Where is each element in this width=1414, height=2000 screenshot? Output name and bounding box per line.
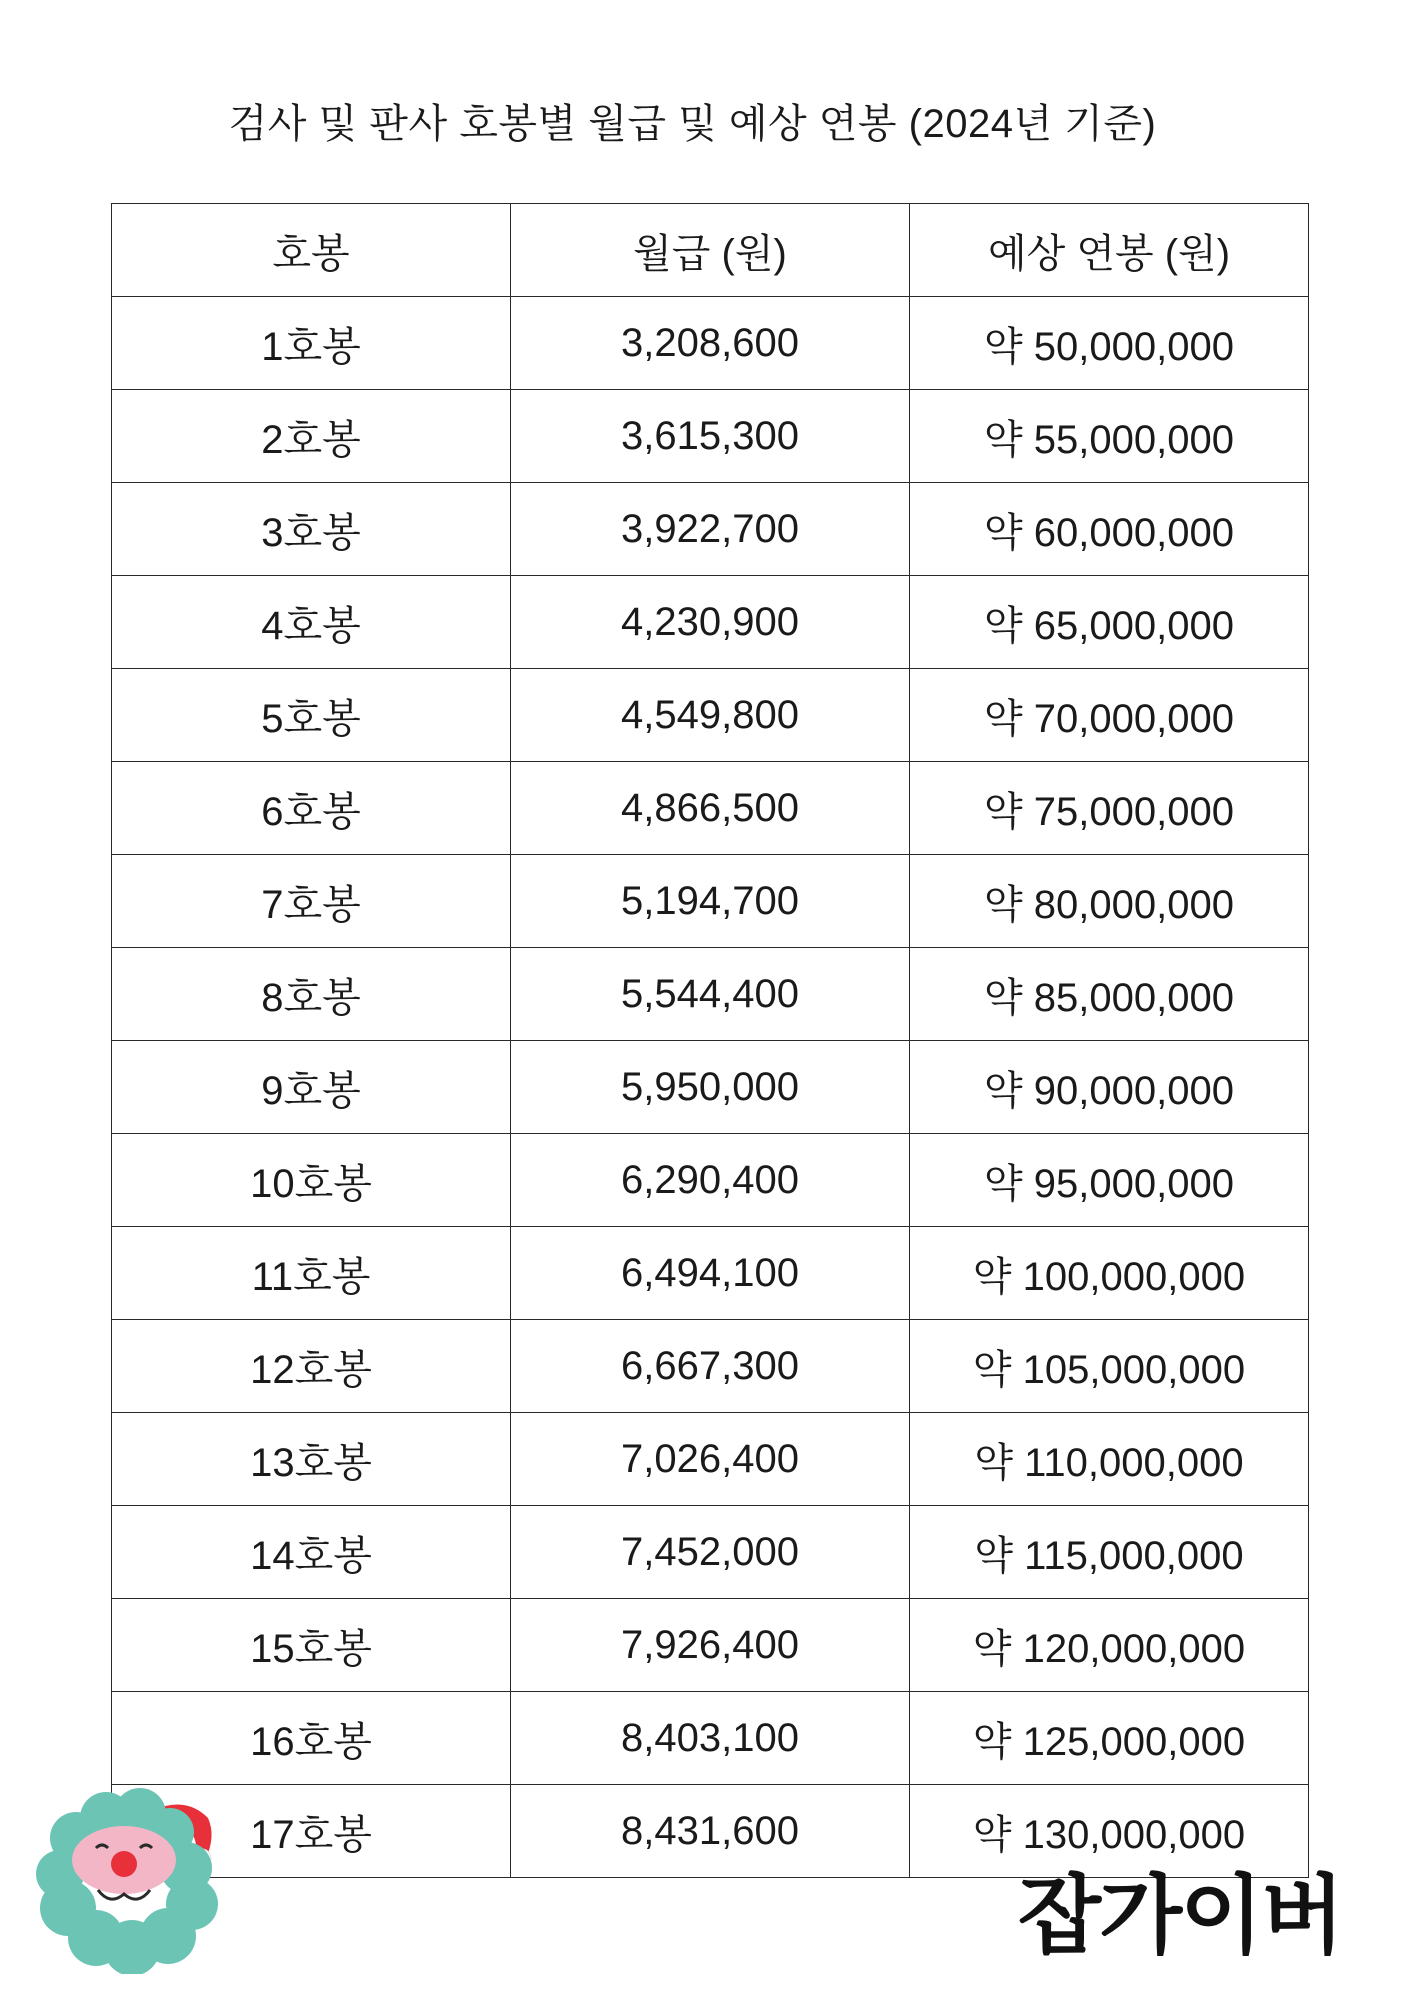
grade-cell: 1호봉 [112, 297, 511, 390]
monthly-salary-cell: 3,922,700 [511, 483, 910, 576]
annual-salary-cell: 약 95,000,000 [910, 1134, 1309, 1227]
table-row [112, 1320, 1309, 1413]
annual-salary-cell: 약 105,000,000 [910, 1320, 1309, 1413]
annual-salary-cell: 약 125,000,000 [910, 1692, 1309, 1785]
grade-cell: 5호봉 [112, 669, 511, 762]
monthly-salary-cell: 5,544,400 [511, 948, 910, 1041]
monthly-salary-cell: 3,208,600 [511, 297, 910, 390]
header-grade: 호봉 [112, 204, 511, 297]
table-row [112, 855, 1309, 948]
table-row [112, 1692, 1309, 1785]
table-header-row [112, 204, 1309, 297]
page-title: 검사 및 판사 호봉별 월급 및 예상 연봉 (2024년 기준) [228, 102, 1157, 146]
monthly-salary-cell: 6,667,300 [511, 1320, 910, 1413]
brand-logo: 잡가이버 [1018, 1866, 1343, 1966]
annual-salary-cell: 약 90,000,000 [910, 1041, 1309, 1134]
grade-cell: 2호봉 [112, 390, 511, 483]
header-annual-salary: 예상 연봉 (원) [910, 204, 1309, 297]
monthly-salary-cell: 8,403,100 [511, 1692, 910, 1785]
monthly-salary-cell: 4,549,800 [511, 669, 910, 762]
table-row [112, 483, 1309, 576]
grade-cell: 6호봉 [112, 762, 511, 855]
santa-mascot-icon [36, 1778, 222, 1974]
monthly-salary-cell: 5,194,700 [511, 855, 910, 948]
table-row [112, 1599, 1309, 1692]
monthly-salary-cell: 5,950,000 [511, 1041, 910, 1134]
annual-salary-cell: 약 60,000,000 [910, 483, 1309, 576]
table-row [112, 1413, 1309, 1506]
grade-cell: 16호봉 [112, 1692, 511, 1785]
grade-cell: 8호봉 [112, 948, 511, 1041]
monthly-salary-cell: 4,230,900 [511, 576, 910, 669]
annual-salary-cell: 약 80,000,000 [910, 855, 1309, 948]
annual-salary-cell: 약 100,000,000 [910, 1227, 1309, 1320]
table-row [112, 1134, 1309, 1227]
salary-table [111, 203, 1309, 1878]
grade-cell: 7호봉 [112, 855, 511, 948]
table-row [112, 1227, 1309, 1320]
grade-cell: 14호봉 [112, 1506, 511, 1599]
grade-cell: 11호봉 [112, 1227, 511, 1320]
monthly-salary-cell: 7,026,400 [511, 1413, 910, 1506]
annual-salary-cell: 약 55,000,000 [910, 390, 1309, 483]
grade-cell: 13호봉 [112, 1413, 511, 1506]
annual-salary-cell: 약 65,000,000 [910, 576, 1309, 669]
annual-salary-cell: 약 110,000,000 [910, 1413, 1309, 1506]
table-row [112, 762, 1309, 855]
table-row [112, 1506, 1309, 1599]
monthly-salary-cell: 7,452,000 [511, 1506, 910, 1599]
grade-cell: 17호봉 [112, 1785, 511, 1878]
table-row [112, 390, 1309, 483]
grade-cell: 10호봉 [112, 1134, 511, 1227]
table-row [112, 948, 1309, 1041]
grade-cell: 15호봉 [112, 1599, 511, 1692]
monthly-salary-cell: 7,926,400 [511, 1599, 910, 1692]
table-row [112, 576, 1309, 669]
table-row [112, 297, 1309, 390]
monthly-salary-cell: 6,290,400 [511, 1134, 910, 1227]
header-monthly-salary: 월급 (원) [511, 204, 910, 297]
monthly-salary-cell: 3,615,300 [511, 390, 910, 483]
annual-salary-cell: 약 75,000,000 [910, 762, 1309, 855]
monthly-salary-cell: 8,431,600 [511, 1785, 910, 1878]
grade-cell: 9호봉 [112, 1041, 511, 1134]
monthly-salary-cell: 4,866,500 [511, 762, 910, 855]
grade-cell: 12호봉 [112, 1320, 511, 1413]
grade-cell: 3호봉 [112, 483, 511, 576]
monthly-salary-cell: 6,494,100 [511, 1227, 910, 1320]
grade-cell: 4호봉 [112, 576, 511, 669]
annual-salary-cell: 약 120,000,000 [910, 1599, 1309, 1692]
annual-salary-cell: 약 115,000,000 [910, 1506, 1309, 1599]
annual-salary-cell: 약 130,000,000 [910, 1785, 1309, 1878]
table-row [112, 669, 1309, 762]
annual-salary-cell: 약 70,000,000 [910, 669, 1309, 762]
annual-salary-cell: 약 85,000,000 [910, 948, 1309, 1041]
table-row [112, 1041, 1309, 1134]
annual-salary-cell: 약 50,000,000 [910, 297, 1309, 390]
